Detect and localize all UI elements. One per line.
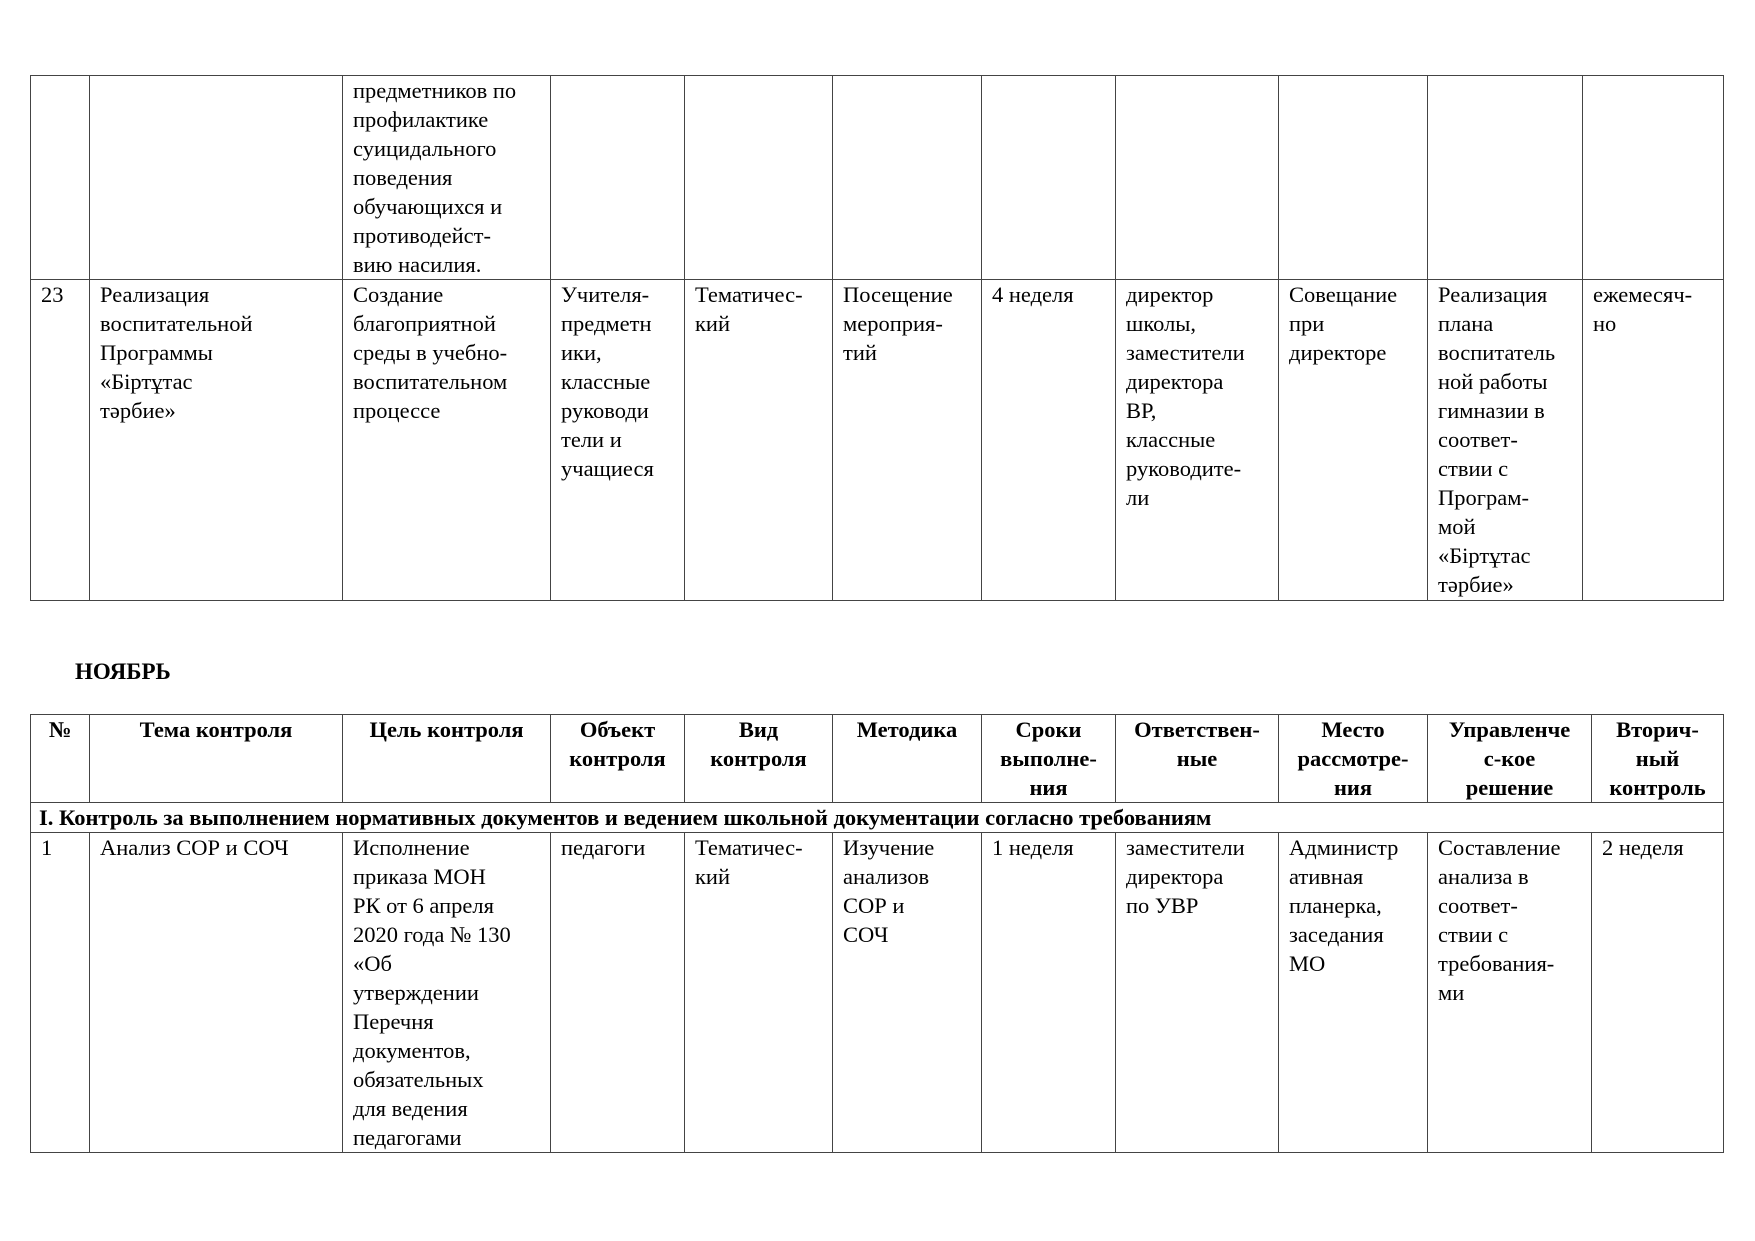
cell-deadline: 4 неделя <box>982 280 1116 601</box>
month-heading: НОЯБРЬ <box>75 659 171 684</box>
cell-responsible <box>1116 76 1279 280</box>
cell-type: Тематичес- кий <box>685 280 833 601</box>
cell-deadline: 1 неделя <box>982 833 1116 1153</box>
cell-goal: Исполнение приказа МОН РК от 6 апреля 2020 года № 130 «Об утверждении Перечня документов, обязательных для ведения педагогами <box>343 833 551 1153</box>
header-goal: Цель контроля <box>343 715 551 803</box>
cell-secondary <box>1583 76 1724 280</box>
cell-secondary: 2 неделя <box>1592 833 1724 1153</box>
cell-number <box>31 76 90 280</box>
cell-method <box>833 76 982 280</box>
cell-decision: Реализация плана воспитатель ной работы гимназии в соответ- ствии с Програм- мой «Біртұтас тәрбие» <box>1428 280 1583 601</box>
cell-object <box>551 76 685 280</box>
header-responsible: Ответствен- ные <box>1116 715 1279 803</box>
header-topic: Тема контроля <box>90 715 343 803</box>
cell-decision <box>1428 76 1583 280</box>
cell-method: Посещение мероприя- тий <box>833 280 982 601</box>
cell-object: педагоги <box>551 833 685 1153</box>
cell-goal: Создание благоприятной среды в учебно- воспитательном процессе <box>343 280 551 601</box>
control-plan-table-november <box>30 714 1724 1153</box>
cell-number: 23 <box>31 280 90 601</box>
cell-secondary: ежемесяч- но <box>1583 280 1724 601</box>
header-number: № <box>31 715 90 803</box>
table-header-row <box>31 715 1724 803</box>
header-secondary: Вторич- ный контроль <box>1592 715 1724 803</box>
cell-type <box>685 76 833 280</box>
cell-decision: Составление анализа в соответ- ствии с требования- ми <box>1428 833 1592 1153</box>
table-row <box>31 76 1724 280</box>
header-deadline: Сроки выполне- ния <box>982 715 1116 803</box>
cell-venue: Совещание при директоре <box>1279 280 1428 601</box>
section-title: I. Контроль за выполнением нормативных документов и ведением школьной документации согласно требованиям <box>31 803 1724 833</box>
control-plan-table-continued <box>30 75 1724 601</box>
cell-object: Учителя- предметн ики, классные руководи тели и учащиеся <box>551 280 685 601</box>
header-decision: Управленче с-кое решение <box>1428 715 1592 803</box>
cell-responsible: директор школы, заместители директора ВР, классные руководите- ли <box>1116 280 1279 601</box>
header-method: Методика <box>833 715 982 803</box>
table-row <box>31 833 1724 1153</box>
cell-venue: Администр ативная планерка, заседания МО <box>1279 833 1428 1153</box>
cell-method: Изучение анализов СОР и СОЧ <box>833 833 982 1153</box>
header-venue: Место рассмотре- ния <box>1279 715 1428 803</box>
cell-topic: Реализация воспитательной Программы «Біртұтас тәрбие» <box>90 280 343 601</box>
header-object: Объект контроля <box>551 715 685 803</box>
cell-topic <box>90 76 343 280</box>
cell-venue <box>1279 76 1428 280</box>
cell-deadline <box>982 76 1116 280</box>
cell-responsible: заместители директора по УВР <box>1116 833 1279 1153</box>
section-row <box>31 803 1724 833</box>
cell-goal: предметников по профилактике суицидального поведения обучающихся и противодейст- вию насилия. <box>343 76 551 280</box>
header-type: Вид контроля <box>685 715 833 803</box>
cell-number: 1 <box>31 833 90 1153</box>
cell-type: Тематичес- кий <box>685 833 833 1153</box>
cell-topic: Анализ СОР и СОЧ <box>90 833 343 1153</box>
table-row <box>31 280 1724 601</box>
